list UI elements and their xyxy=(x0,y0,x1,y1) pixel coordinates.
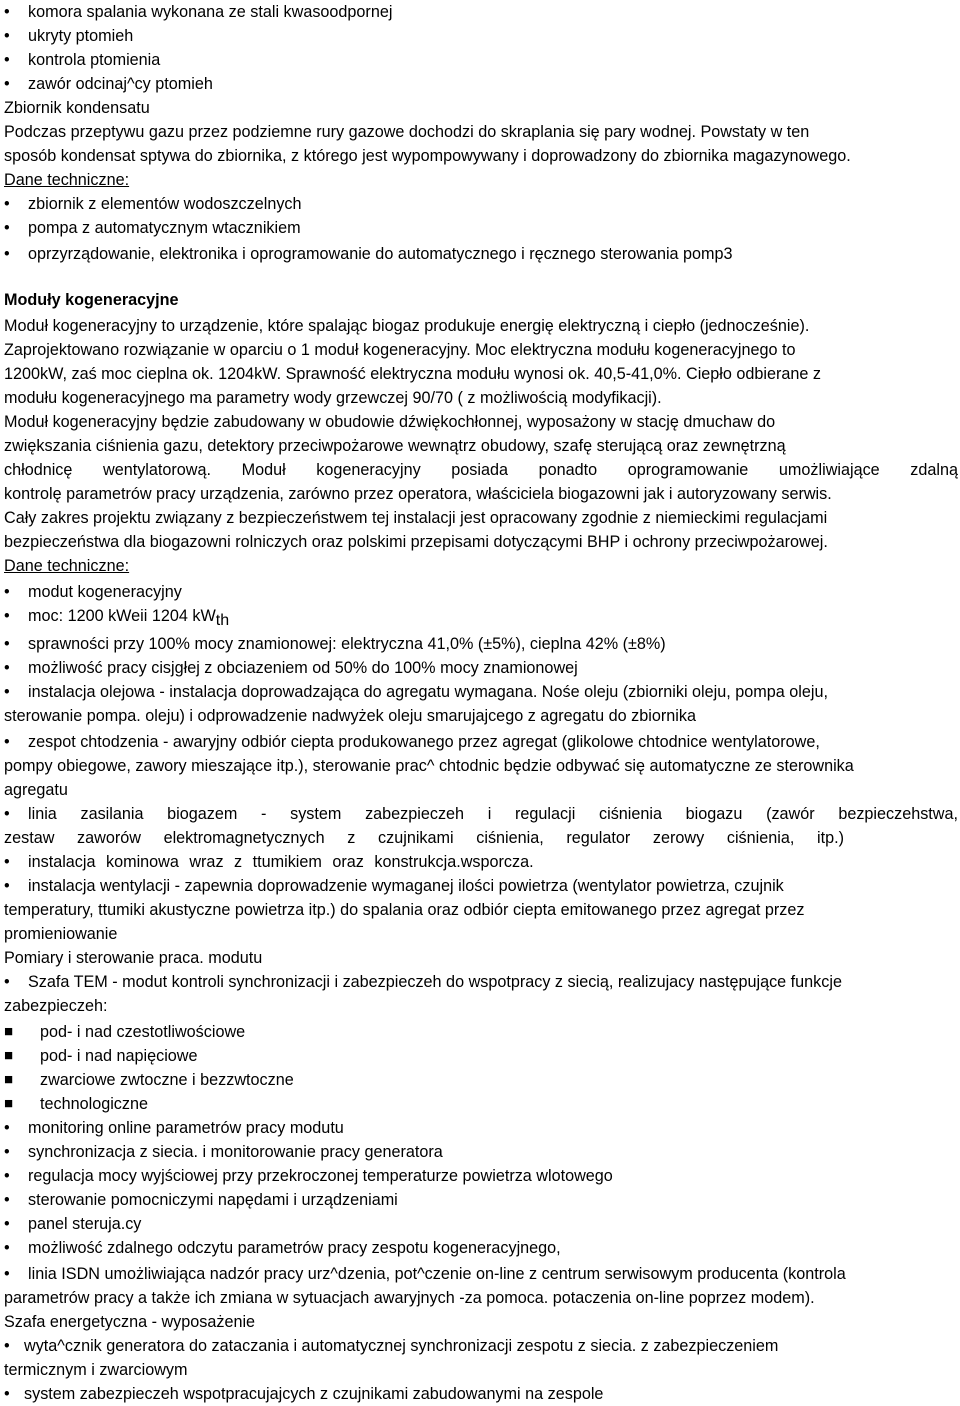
list-item: pod- i nad czestotliwościowe xyxy=(40,1023,246,1041)
bullet-dot-icon: • xyxy=(4,1119,10,1137)
list-item-continuation xyxy=(4,826,844,850)
bullet-dot-icon: • xyxy=(4,75,10,93)
list-item-continuation: zabezpieczeh: xyxy=(4,997,108,1015)
bullet-dot-icon: • xyxy=(4,973,10,991)
list-item: ukryty ptomieh xyxy=(28,27,134,45)
square-bullet-icon: ■ xyxy=(4,1071,14,1088)
list-item: Szafa TEM - modut kontroli synchronizacji i zabezpieczeh do wspotpracy z siecią, realizujacy następujące funkcje xyxy=(28,973,842,991)
bullet-dot-icon: • xyxy=(4,635,10,653)
list-item: instalacja wentylacji - zapewnia doprowadzenie wymaganej ilości powietrza (wentylator powietrza, czujnik xyxy=(28,877,784,895)
paragraph-line: Moduł kogeneracyjny będzie zabudowany w obudowie dźwiękochłonnej, wyposażony w stację dmuchaw do xyxy=(4,413,776,431)
list-item-continuation: sterowanie pompa. oleju) i odprowadzenie nadwyżek oleju smarujajcego z agregatu do zbiornika xyxy=(4,707,696,725)
list-item: zbiornik z elementów wodoszczelnych xyxy=(28,195,302,213)
paragraph-line: Zaprojektowano rozwiązanie w oparciu o 1 moduł kogeneracyjny. Moc elektryczna modułu kogeneracyjnego to xyxy=(4,341,796,359)
list-item: kontrola ptomienia xyxy=(28,51,161,69)
linia-continuation-text: zestaw zaworów elektromagnetycznych z czujnikami ciśnienia, regulator zerowy ciśnienia, itp.) xyxy=(4,829,844,847)
bullet-dot-icon: • xyxy=(4,1265,10,1283)
bullet-dot-icon: • xyxy=(4,1143,10,1161)
dane-techniczne-label: Dane techniczne: xyxy=(4,557,130,575)
bullet-dot-icon: • xyxy=(4,1385,10,1403)
list-item: regulacja mocy wyjściowej przy przekroczonej temperaturze powietrza wlotowego xyxy=(28,1167,613,1185)
list-item-continuation: temperatury, ttumiki akustyczne powietrza itp.) do spalania oraz odbiór ciepta emitowanego przez agregat przez xyxy=(4,901,805,919)
bullet-dot-icon: • xyxy=(4,583,10,601)
paragraph-line: Podczas przeptywu gazu przez podziemne rury gazowe dochodzi do skraplania się pary wodnej. Powstaty w ten xyxy=(4,123,810,141)
list-item: zawór odcinaj^cy ptomieh xyxy=(28,75,213,93)
bullet-dot-icon: • xyxy=(4,1191,10,1209)
paragraph-line: Cały zakres projektu związany z bezpieczeństwem tej instalacji jest opracowany zgodnie z niemieckimi regulacjami xyxy=(4,509,828,527)
list-item: oprzyrządowanie, elektronika i oprogramowanie do automatycznego i ręcznego sterowania pomp3 xyxy=(28,245,733,263)
list-item-continuation: agregatu xyxy=(4,781,68,799)
list-item: zespot chtodzenia - awaryjny odbiór ciepta produkowanego przez agregat (glikolowe chtodnice wentylatorowe, xyxy=(28,733,820,751)
bullet-dot-icon: • xyxy=(4,607,10,625)
list-item: system zabezpieczeh wspotpracujajcych z czujnikami zabudowanymi na zespole xyxy=(24,1385,604,1403)
list-item-continuation: promieniowanie xyxy=(4,925,118,943)
bullet-dot-icon: • xyxy=(4,1167,10,1185)
list-item: instalacja olejowa - instalacja doprowadzająca do agregatu wymagana. Nośe oleju (zbiorniki oleju, pompa oleju, xyxy=(28,683,828,701)
list-item xyxy=(28,604,958,628)
paragraph-line: sposób kondensat sptywa do zbiornika, z którego jest wypompowywany i doprowadzony do zbiornika magazynowego. xyxy=(4,147,851,165)
list-item: wyta^cznik generatora do zataczania i automatycznej synchronizacji zespotu z siecia. z zabezpieczeniem xyxy=(24,1337,779,1355)
section-heading-szafa-energetyczna: Szafa energetyczna - wyposażenie xyxy=(4,1313,256,1331)
paragraph-line: kontrolę parametrów pracy urządzenia, zarówno przez operatora, właściciela biogazowni jak i autoryzowany serwis. xyxy=(4,485,832,503)
bullet-dot-icon: • xyxy=(4,805,10,823)
bullet-dot-icon: • xyxy=(4,3,10,21)
bullet-dot-icon: • xyxy=(4,1337,10,1355)
paragraph-line: bezpieczeństwa dla biogazowni rolniczych oraz polskimi przepisami dotyczącymi BHP i ochrony przeciwpożarowej. xyxy=(4,533,828,551)
square-bullet-icon: ■ xyxy=(4,1047,14,1064)
bullet-dot-icon: • xyxy=(4,51,10,69)
paragraph-line: modułu kogeneracyjnego ma parametry wody grzewczej 90/70 ( z możliwością modyfikacji). xyxy=(4,389,662,407)
list-item: pompa z automatycznym wtacznikiem xyxy=(28,219,301,237)
paragraph-line: chłodnicę wentylatorową. Moduł kogeneracyjny posiada ponadto oprogramowanie umożliwiające zdalną xyxy=(4,461,958,479)
list-item: możliwość zdalnego odczytu parametrów pracy zespotu kogeneracyjnego, xyxy=(28,1239,561,1257)
list-item: komora spalania wykonana ze stali kwasoodpornej xyxy=(28,3,393,21)
list-item: sterowanie pomocniczymi napędami i urządzeniami xyxy=(28,1191,398,1209)
list-item: linia ISDN umożliwiająca nadzór pracy urz^dzenia, pot^czenie on-line z centrum serwisowym producenta (kontrola xyxy=(28,1265,846,1283)
bullet-dot-icon: • xyxy=(4,195,10,213)
bullet-dot-icon: • xyxy=(4,1215,10,1233)
list-item: pod- i nad napięciowe xyxy=(40,1047,198,1065)
list-item: monitoring online parametrów pracy modutu xyxy=(28,1119,344,1137)
bullet-dot-icon: • xyxy=(4,219,10,237)
section-heading-pomiary: Pomiary i sterowanie praca. modutu xyxy=(4,949,263,967)
bullet-dot-icon: • xyxy=(4,659,10,677)
list-item: możliwość pracy cisjgłej z obciazeniem od 50% do 100% mocy znamionowej xyxy=(28,659,578,677)
bullet-dot-icon: • xyxy=(4,877,10,895)
section-heading-kondensat: Zbiornik kondensatu xyxy=(4,99,150,117)
bullet-dot-icon: • xyxy=(4,853,10,871)
moc-text: moc: 1200 kWeii 1204 kW xyxy=(28,607,216,625)
list-item: instalacja kominowa wraz z ttumikiem oraz konstrukcja.wsporcza. xyxy=(28,853,534,871)
square-bullet-icon: ■ xyxy=(4,1095,14,1112)
list-item: zwarciowe zwtoczne i bezzwtoczne xyxy=(40,1071,294,1089)
paragraph-line: 1200kW, zaś moc cieplna ok. 1204kW. Sprawność elektryczna modułu wynosi ok. 40,5-41,0%. Ciepło odbierane z xyxy=(4,365,821,383)
list-item: linia zasilania biogazem - system zabezpieczeh i regulacji ciśnienia biogazu (zawór bezpieczehstwa, xyxy=(28,805,958,823)
list-item-continuation: parametrów pracy a także ich zmiana w sytuacjach awaryjnych -za pomoca. potaczenia on-line poprzez modem). xyxy=(4,1289,815,1307)
list-item: sprawności przy 100% mocy znamionowej: elektryczna 41,0% (±5%), cieplna 42% (±8%) xyxy=(28,635,666,653)
moc-subscript: th xyxy=(215,612,230,629)
list-item-continuation: pompy obiegowe, zawory mieszające itp.), sterowanie prac^ chtodnic będzie odbywać się automatyczne ze sterownika xyxy=(4,757,854,775)
square-bullet-icon: ■ xyxy=(4,1023,14,1040)
bullet-dot-icon: • xyxy=(4,683,10,701)
section-heading-moduly: Moduły kogeneracyjne xyxy=(4,291,179,309)
bullet-dot-icon: • xyxy=(4,733,10,751)
list-item: synchronizacja z siecia. i monitorowanie pracy generatora xyxy=(28,1143,443,1161)
list-item: technologiczne xyxy=(40,1095,148,1113)
list-item-continuation: termicznym i zwarciowym xyxy=(4,1361,188,1379)
list-item: panel sterujа.cy xyxy=(28,1215,142,1233)
bullet-dot-icon: • xyxy=(4,245,10,263)
list-item: modut kogeneracyjny xyxy=(28,583,182,601)
bullet-dot-icon: • xyxy=(4,27,10,45)
dane-techniczne-label: Dane techniczne: xyxy=(4,171,130,189)
bullet-dot-icon: • xyxy=(4,1239,10,1257)
paragraph-line: zwiększania ciśnienia gazu, detektory przeciwpożarowe wewnątrz obudowy, szafę sterującą oraz zewnętrzną xyxy=(4,437,786,455)
paragraph-line: Moduł kogeneracyjny to urządzenie, które spalając biogaz produkuje energię elektryczną i ciepło (jednocześnie). xyxy=(4,317,810,335)
